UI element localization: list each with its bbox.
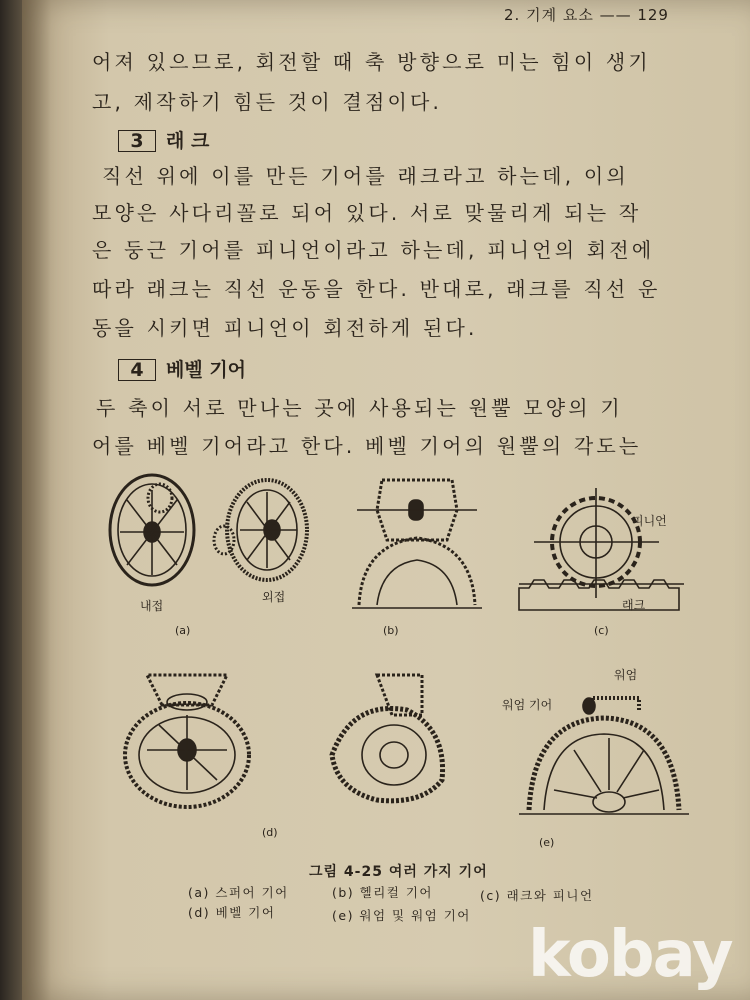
figure-label-worm: 워엄 xyxy=(614,668,638,682)
section-number: 3 xyxy=(118,130,156,152)
figure-label-rack: 래크 xyxy=(622,598,646,612)
text-line: 모양은 사다리꼴로 되어 있다. 서로 맞물리게 되는 작 xyxy=(92,201,642,225)
section-heading-rack xyxy=(118,126,209,153)
section-title: 베벨 기어 xyxy=(166,359,247,381)
helical-gear-illustration xyxy=(347,470,487,610)
figure-label-wormgear: 워엄 기어 xyxy=(502,698,553,712)
text-line: 고, 제작하기 힘든 것이 결점이다. xyxy=(92,90,443,114)
subfigure-label: (e) xyxy=(539,836,555,849)
subfigure-label: (c) xyxy=(594,624,609,637)
legend-item: (b) 헬리컬 기어 xyxy=(332,885,434,900)
subfigure-label: (a) xyxy=(175,624,191,637)
text-line: 은 둥근 기어를 피니언이라고 하는데, 피니언의 회전에 xyxy=(92,238,655,262)
book-spine xyxy=(0,0,22,1000)
text-line: 어져 있으므로, 회전할 때 축 방향으로 미는 힘이 생기 xyxy=(92,50,651,74)
figure-label: 내접 xyxy=(140,599,164,613)
spur-gear-illustration xyxy=(102,470,332,600)
legend-item: (a) 스퍼어 기어 xyxy=(188,885,289,900)
legend-item: (e) 워엄 및 워엄 기어 xyxy=(332,908,471,923)
section-number: 4 xyxy=(118,359,156,381)
text-line: 따라 래크는 직선 운동을 한다. 반대로, 래크를 직선 운 xyxy=(92,277,661,301)
section-heading-bevel xyxy=(118,355,246,382)
figure-caption: 그림 4-25 여러 가지 기어 xyxy=(309,864,488,880)
text-line: 두 축이 서로 만나는 곳에 사용되는 원뿔 모양의 기 xyxy=(96,396,623,420)
subfigure-label: (b) xyxy=(383,624,399,637)
text-line: 동을 시키면 피니언이 회전하게 된다. xyxy=(92,316,478,340)
rack-pinion-illustration xyxy=(519,488,699,618)
watermark-logo: kobay xyxy=(528,918,732,992)
text-line: 어를 베벨 기어라고 한다. 베벨 기어의 원뿔의 각도는 xyxy=(92,434,642,458)
text-line: 직선 위에 이를 만든 기어를 래크라고 하는데, 이의 xyxy=(102,164,629,188)
subfigure-label: (d) xyxy=(262,826,278,839)
legend-item: (d) 베벨 기어 xyxy=(188,905,276,920)
book-page xyxy=(22,0,750,1000)
figure-label: 외접 xyxy=(262,590,286,604)
page-header: 2. 기계 요소 —— 129 xyxy=(504,6,669,24)
bevel-gear-illustration-1 xyxy=(117,660,257,810)
bevel-gear-illustration-2 xyxy=(322,660,462,810)
legend-item: (c) 래크와 피니언 xyxy=(480,888,594,903)
figure-label-pinion: 피니언 xyxy=(632,514,667,528)
section-title: 래 크 xyxy=(166,130,210,152)
